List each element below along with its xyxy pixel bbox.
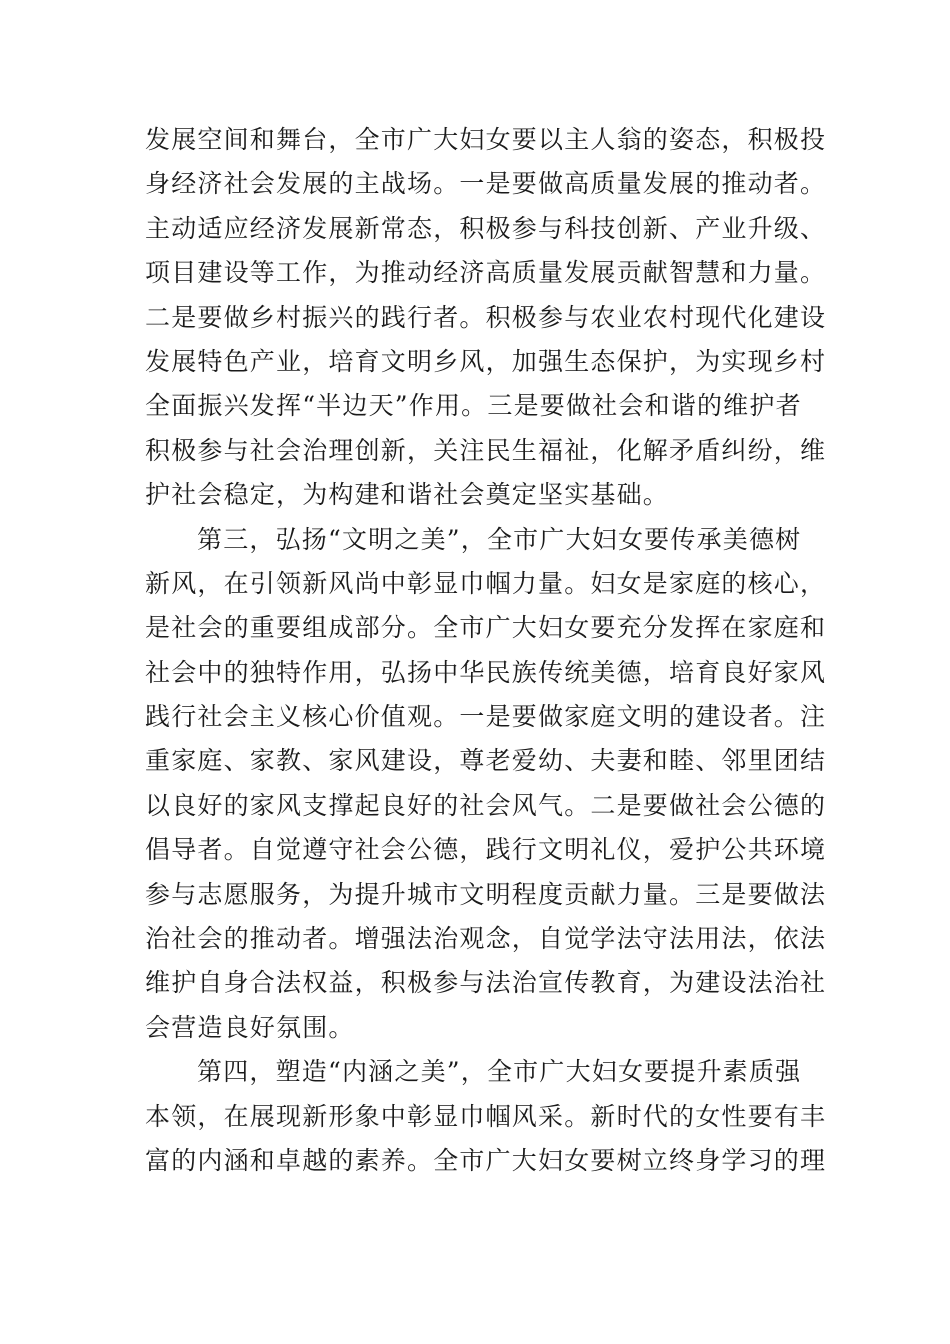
text-line: 维护自身合法权益，积极参与法治宣传教育，为建设法治社 [145, 968, 827, 998]
paragraph-start-line: 第三，弘扬“文明之美”，全市广大妇女要传承美德树 [197, 524, 802, 554]
text-line: 主动适应经济发展新常态，积极参与科技创新、产业升级、 [145, 213, 827, 243]
text-line: 社会中的独特作用，弘扬中华民族传统美德，培育良好家风 [145, 657, 827, 687]
text-line: 全面振兴发挥“半边天”作用。三是要做社会和谐的维护者 [145, 391, 802, 421]
text-line: 是社会的重要组成部分。全市广大妇女要充分发挥在家庭和 [145, 613, 827, 643]
text-line: 倡导者。自觉遵守社会公德，践行文明礼仪，爱护公共环境 [145, 835, 827, 865]
text-line: 身经济社会发展的主战场。一是要做高质量发展的推动者。 [145, 169, 827, 199]
text-line: 发展空间和舞台，全市广大妇女要以主人翁的姿态，积极投 [145, 125, 827, 154]
body-text [145, 118, 827, 1183]
text-line: 积极参与社会治理创新，关注民生福祉，化解矛盾纠纷，维 [145, 435, 827, 465]
text-line: 治社会的推动者。增强法治观念，自觉学法守法用法，依法 [145, 924, 827, 954]
text-line: 以良好的家风支撑起良好的社会风气。二是要做社会公德的 [145, 790, 827, 820]
text-line: 重家庭、家教、家风建设，尊老爱幼、夫妻和睦、邻里团结 [145, 746, 827, 776]
text-line: 参与志愿服务，为提升城市文明程度贡献力量。三是要做法 [145, 879, 827, 909]
text-line: 会营造良好氛围。 [145, 1012, 355, 1042]
text-line: 发展特色产业，培育文明乡风，加强生态保护，为实现乡村 [145, 346, 827, 376]
text-line: 践行社会主义核心价值观。一是要做家庭文明的建设者。注 [145, 702, 827, 732]
text-line: 护社会稳定，为构建和谐社会奠定坚实基础。 [145, 480, 670, 510]
text-line: 本领，在展现新形象中彰显巾帼风采。新时代的女性要有丰 [145, 1101, 827, 1131]
text-line: 二是要做乡村振兴的践行者。积极参与农业农村现代化建设 [145, 302, 827, 332]
text-line: 项目建设等工作，为推动经济高质量发展贡献智慧和力量。 [145, 258, 827, 288]
paragraph-start-line: 第四，塑造“内涵之美”，全市广大妇女要提升素质强 [197, 1057, 802, 1087]
text-line: 富的内涵和卓越的素养。全市广大妇女要树立终身学习的理 [145, 1145, 827, 1175]
text-line: 新风，在引领新风尚中彰显巾帼力量。妇女是家庭的核心， [145, 568, 827, 598]
